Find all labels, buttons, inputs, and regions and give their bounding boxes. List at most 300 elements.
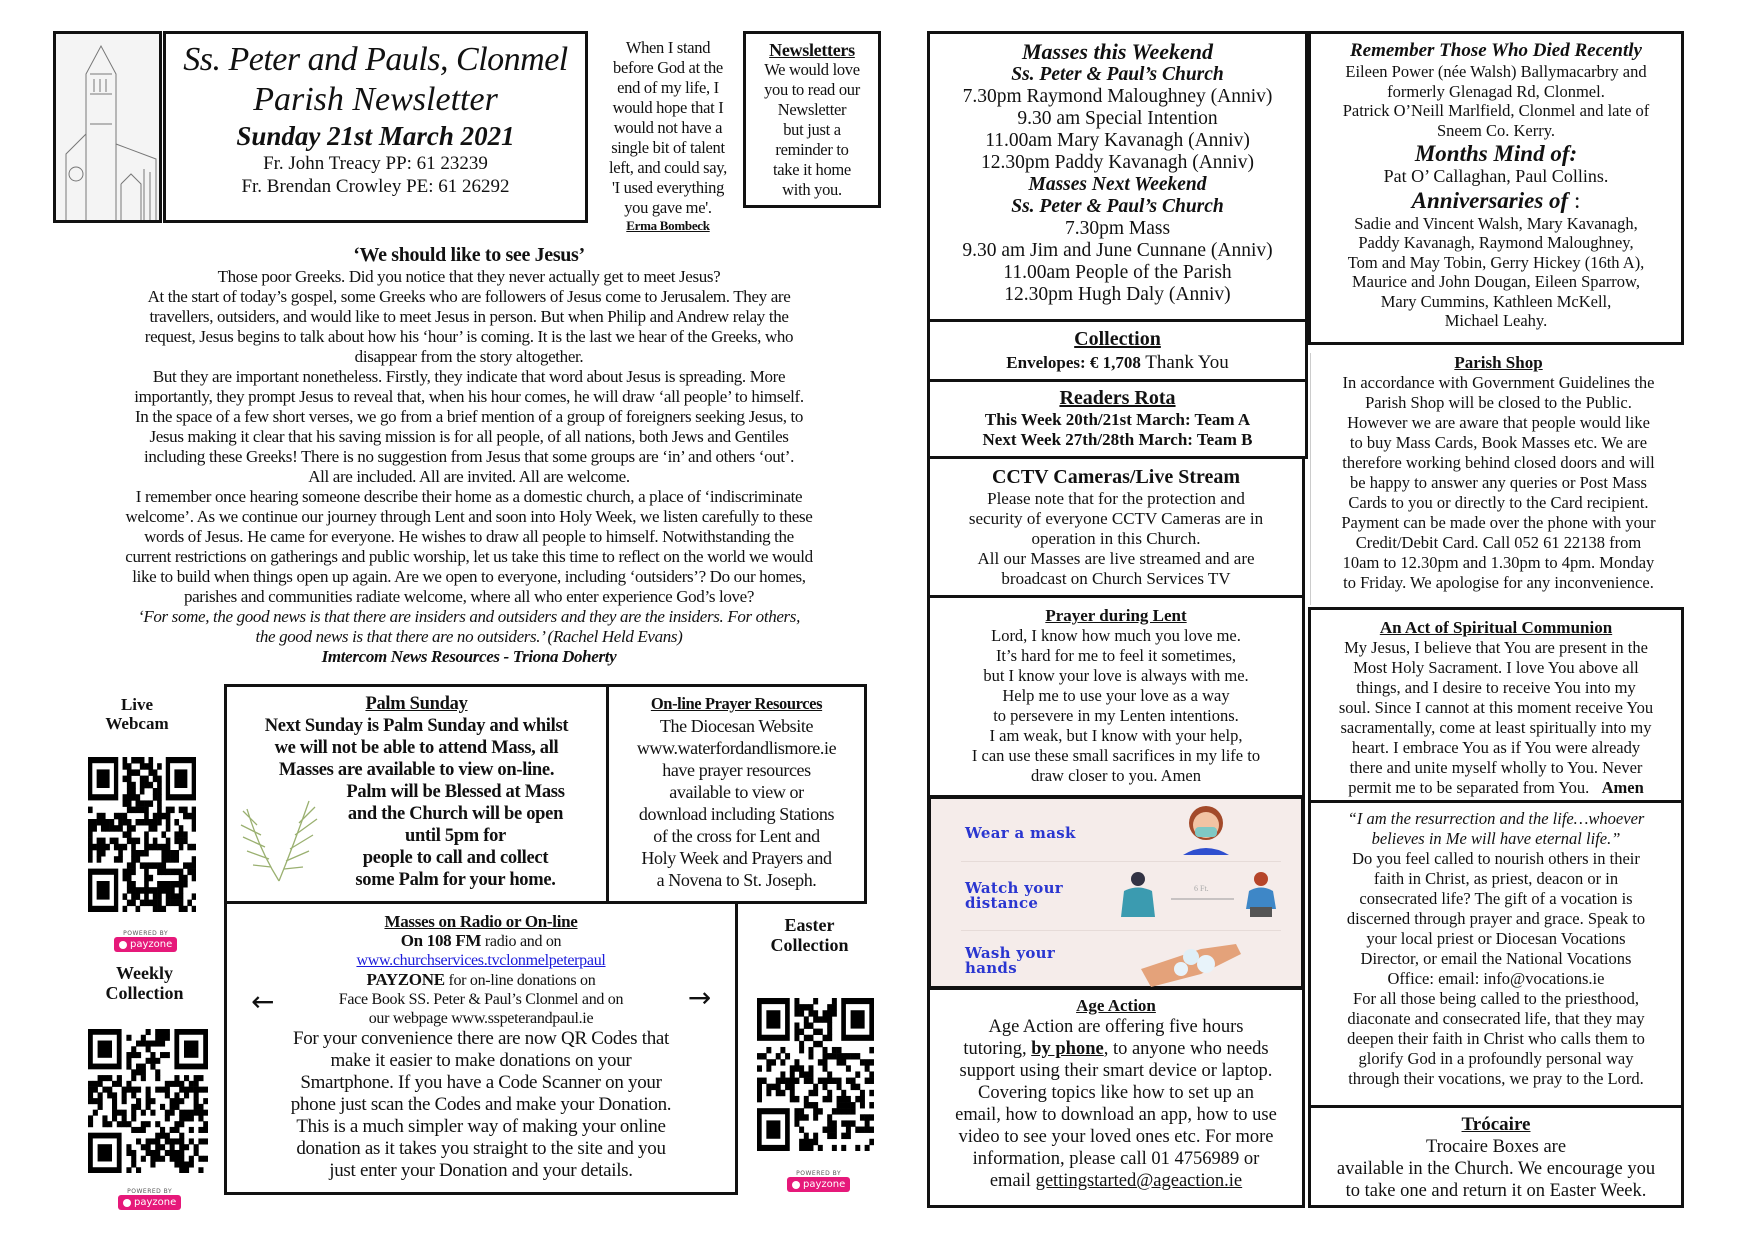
text-line: would not have a <box>613 118 723 137</box>
text-line: This is a much simpler way of making your online <box>296 1116 666 1137</box>
qr-module <box>136 794 141 801</box>
qr-module <box>187 813 192 820</box>
qr-module <box>148 887 153 894</box>
qr-module <box>161 862 166 869</box>
qr-module <box>98 1104 103 1110</box>
qr-module <box>179 831 184 838</box>
qr-module <box>808 1145 813 1151</box>
qr-module <box>150 1052 155 1058</box>
text-line: Wash your <box>965 944 1056 962</box>
text-block <box>339 990 623 1028</box>
qr-module <box>851 1078 856 1084</box>
qr-module <box>93 1081 98 1087</box>
qr-module <box>141 1075 146 1081</box>
text-line: have prayer resources <box>662 760 811 780</box>
qr-module <box>183 875 188 882</box>
age-action-email-link[interactable]: gettingstarted@ageaction.ie <box>1035 1171 1243 1191</box>
qr-module <box>846 1102 851 1108</box>
text-line: single bit of talent <box>611 138 725 157</box>
qr-module <box>136 819 141 826</box>
qr-module <box>131 838 136 845</box>
qr-module <box>869 1090 874 1096</box>
qr-module <box>166 807 171 814</box>
label-line: Webcam <box>105 714 169 733</box>
arrow-right-icon: → <box>687 981 711 1014</box>
text-line: would hope that I <box>612 98 724 117</box>
qr-module <box>153 844 158 851</box>
qr-module <box>192 856 196 863</box>
qr-module <box>157 906 162 912</box>
qr-module <box>123 794 128 801</box>
qr-module <box>155 1138 160 1144</box>
qr-module <box>170 1138 175 1144</box>
text-line: travellers, outsiders, and would like to meet Jesus in person. But when Philip and Andrew relay the <box>149 307 789 326</box>
qr-module <box>841 1102 846 1108</box>
qr-module <box>148 875 153 882</box>
text-line: 12.30pm Hugh Daly (Anniv) <box>1004 284 1231 305</box>
parish-title: Ss. Peter and Pauls, Clonmel <box>183 41 568 78</box>
qr-module <box>160 1144 165 1150</box>
qr-module <box>126 1087 131 1093</box>
qr-module <box>165 1138 170 1144</box>
qr-module <box>827 1022 832 1028</box>
qr-module <box>148 763 153 770</box>
qr-module <box>127 881 132 888</box>
text-line: For all those being called to the priesthood, <box>1353 989 1639 1008</box>
qr-module <box>198 1167 203 1173</box>
qr-module <box>140 900 145 907</box>
text-span: permit me to be separated from You. <box>1348 778 1602 797</box>
qr-module <box>131 1150 136 1156</box>
qr-module <box>88 819 93 826</box>
qr-module <box>832 1133 837 1139</box>
text-line: All are included. All are invited. All are welcome. <box>308 467 630 486</box>
qr-module <box>153 776 158 783</box>
qr-module <box>98 1092 103 1098</box>
qr-module <box>813 998 818 1004</box>
payzone-logo <box>114 930 177 952</box>
qr-module <box>136 1041 141 1047</box>
distance-text <box>965 881 1063 911</box>
qr-module <box>123 776 128 783</box>
qr-module <box>203 1156 208 1162</box>
qr-module <box>131 844 136 851</box>
qr-module <box>865 1127 870 1133</box>
qr-module <box>179 1110 184 1116</box>
readers-rota-title: Readers Rota <box>1059 387 1176 409</box>
qr-module <box>184 1115 189 1121</box>
qr-module <box>157 819 162 826</box>
qr-module <box>818 1145 823 1151</box>
qr-module <box>127 887 132 894</box>
text-line: things, and I desire to receive You into my <box>1356 678 1636 697</box>
qr-module <box>141 1110 146 1116</box>
qr-module <box>123 757 128 764</box>
qr-module <box>153 813 158 820</box>
qr-module <box>136 838 141 845</box>
text-line: hands <box>965 959 1017 977</box>
qr-module <box>837 1047 842 1053</box>
qr-module <box>153 862 158 869</box>
qr-module <box>97 819 102 826</box>
qr-module <box>174 1156 179 1162</box>
qr-module <box>771 1084 776 1090</box>
text-line: Director, or email the National Vocations <box>1360 949 1632 968</box>
colon: : <box>1568 187 1581 213</box>
qr-module <box>131 856 136 863</box>
text-line: before God at the <box>613 58 723 77</box>
newsletter-title: Parish Newsletter <box>253 81 498 118</box>
qr-module <box>194 1104 199 1110</box>
qr-module <box>846 1065 851 1071</box>
qr-module <box>203 1098 208 1104</box>
masses-title: Masses this Weekend <box>1021 39 1214 64</box>
text-line: including these Greeks! There is no suggestion from Jesus that some groups are ‘in’ and others ‘out’. <box>143 447 794 466</box>
qr-module <box>762 1053 767 1059</box>
qr-module <box>818 1108 823 1114</box>
qr-module <box>170 850 175 857</box>
qr-module <box>813 1016 818 1022</box>
qr-module <box>203 1127 208 1133</box>
qr-module <box>174 1121 179 1127</box>
qr-module <box>148 800 153 807</box>
qr-module <box>832 1145 837 1151</box>
text-line: Jesus making it clear that his saving mission is for all people, of all nations, both Jews and Gentiles <box>149 427 789 446</box>
quote-author: Erma Bombeck <box>626 218 710 233</box>
qr-module <box>203 1121 208 1127</box>
qr-module <box>126 1144 131 1150</box>
qr-module <box>131 862 136 869</box>
live-webcam-qr-code[interactable] <box>88 757 196 912</box>
qr-module <box>92 844 97 851</box>
qr-module <box>150 1110 155 1116</box>
vocations-box <box>1308 800 1684 1108</box>
qr-module <box>832 1120 837 1126</box>
qr-module <box>865 1059 870 1065</box>
qr-module <box>832 1127 837 1133</box>
text-line: your local priest or Diocesan Vocations <box>1366 929 1626 948</box>
qr-module <box>170 881 175 888</box>
qr-module <box>155 1133 160 1139</box>
qr-module <box>851 1108 856 1114</box>
qr-module <box>105 844 110 851</box>
text-block <box>969 489 1263 589</box>
qr-module <box>117 1075 122 1081</box>
qr-module <box>140 800 145 807</box>
qr-module <box>105 819 110 826</box>
qr-module <box>166 869 171 876</box>
text-block <box>58 267 880 607</box>
qr-module <box>140 763 145 770</box>
text-line: Trocaire Boxes are <box>1425 1137 1567 1157</box>
qr-module <box>160 1127 165 1133</box>
qr-module <box>150 1041 155 1047</box>
text-line: our webpage www.sspeterandpaul.ie <box>368 1010 594 1027</box>
qr-module <box>112 1092 117 1098</box>
qr-module <box>157 813 162 820</box>
qr-module <box>837 1096 842 1102</box>
qr-module <box>157 763 162 770</box>
qr-module <box>790 1071 795 1077</box>
easter-collection-qr-code[interactable] <box>757 998 874 1151</box>
qr-finder <box>766 1120 780 1138</box>
qr-module <box>837 1102 842 1108</box>
qr-module <box>179 893 184 900</box>
qr-module <box>148 819 153 826</box>
qr-module <box>166 893 171 900</box>
qr-module <box>166 825 171 832</box>
qr-module <box>127 769 132 776</box>
qr-module <box>860 1114 865 1120</box>
qr-module <box>101 850 106 857</box>
text-line: with you. <box>782 180 842 199</box>
qr-module <box>144 807 149 814</box>
cctv-title: CCTV Cameras/Live Stream <box>991 466 1241 488</box>
qr-module <box>157 788 162 795</box>
qr-module <box>157 807 162 814</box>
qr-module <box>837 1059 842 1065</box>
qr-module <box>126 1081 131 1087</box>
qr-module <box>88 1092 93 1098</box>
qr-module <box>88 1098 93 1104</box>
text-line: to take one and return it on Easter Week. <box>1345 1181 1647 1201</box>
qr-module <box>127 831 132 838</box>
qr-module <box>808 1053 813 1059</box>
qr-module <box>118 844 123 851</box>
qr-module <box>780 1090 785 1096</box>
qr-module <box>144 881 149 888</box>
qr-module <box>136 850 141 857</box>
qr-module <box>112 1115 117 1121</box>
qr-module <box>780 1047 785 1053</box>
text-line: Mary Cummins, Kathleen McKell, <box>1380 291 1612 311</box>
qr-module <box>827 1004 832 1010</box>
easter-collection-label <box>752 915 867 955</box>
qr-module <box>144 893 149 900</box>
qr-module <box>88 1081 93 1087</box>
qr-module <box>114 838 119 845</box>
qr-module <box>813 1108 818 1114</box>
qr-module <box>194 1092 199 1098</box>
text-line: 11.00am People of the Parish <box>1003 262 1232 283</box>
qr-module <box>160 1029 165 1035</box>
age-action-title: Age Action <box>1076 996 1156 1015</box>
qr-module <box>184 1144 189 1150</box>
qr-module <box>140 819 145 826</box>
qr-module <box>837 1084 842 1090</box>
text-line: At the start of today’s gospel, some Greeks who are followers of Jesus come to Jerusalem. They are <box>147 287 791 306</box>
qr-module <box>148 844 153 851</box>
qr-module <box>790 1078 795 1084</box>
text-block <box>319 781 606 891</box>
text-line: Sadie and Vincent Walsh, Mary Kavanagh, <box>1354 213 1638 233</box>
qr-module <box>869 1047 874 1053</box>
label-line: Weekly <box>116 963 173 983</box>
qr-module <box>184 1092 189 1098</box>
qr-finder <box>184 1041 198 1058</box>
text-line: available in the Church. We encourage you <box>1336 1159 1656 1179</box>
qr-module <box>869 1114 874 1120</box>
qr-module <box>127 900 132 907</box>
qr-module <box>114 825 119 832</box>
qr-module <box>794 1059 799 1065</box>
text-line: The Diocesan Website <box>659 716 814 736</box>
qr-module <box>157 869 162 876</box>
qr-module <box>174 893 179 900</box>
qr-module <box>179 869 184 876</box>
text-line: Tom and May Tobin, Gerry Hickey (16th A), <box>1347 252 1645 272</box>
qr-module <box>179 1121 184 1127</box>
qr-module <box>804 1071 809 1077</box>
qr-module <box>183 831 188 838</box>
qr-module <box>194 1087 199 1093</box>
text-line: to buy Mass Cards, Book Masses etc. We are <box>1349 433 1648 452</box>
qr-module <box>179 1150 184 1156</box>
qr-module <box>174 838 179 845</box>
text-line: Newsletter <box>777 100 847 119</box>
qr-module <box>141 1121 146 1127</box>
qr-module <box>187 844 192 851</box>
qr-module <box>837 1053 842 1059</box>
qr-module <box>823 1084 828 1090</box>
qr-finder <box>98 1041 112 1058</box>
qr-module <box>799 1047 804 1053</box>
qr-module <box>97 813 102 820</box>
church-sketch-icon <box>56 34 159 220</box>
qr-module <box>813 1090 818 1096</box>
qr-module <box>804 1016 809 1022</box>
qr-module <box>827 1016 832 1022</box>
text-block <box>1348 809 1645 849</box>
qr-module <box>194 1098 199 1104</box>
qr-module <box>174 856 179 863</box>
text-span: email <box>989 1171 1036 1191</box>
palm-sunday-box <box>224 684 609 904</box>
qr-module <box>155 1069 160 1075</box>
qr-module <box>799 1065 804 1071</box>
qr-module <box>165 1035 170 1041</box>
qr-module <box>118 850 123 857</box>
qr-module <box>161 831 166 838</box>
text-line: left, and could say, <box>608 158 728 177</box>
collection-box <box>927 319 1308 382</box>
qr-module <box>166 819 171 826</box>
qr-module <box>114 856 119 863</box>
prayer-lent-box <box>927 595 1305 798</box>
qr-module <box>161 887 166 894</box>
qr-module <box>161 856 166 863</box>
masses-box <box>927 31 1308 322</box>
qr-module <box>114 813 119 820</box>
qr-module <box>107 1075 112 1081</box>
qr-finder <box>98 1144 112 1161</box>
qr-module <box>155 1075 160 1081</box>
text-line: www.waterfordandlismore.ie <box>636 738 837 758</box>
text-line: Credit/Debit Card. Call 052 61 22138 from <box>1355 533 1642 552</box>
qr-module <box>88 1115 93 1121</box>
qr-module <box>110 825 115 832</box>
weekly-collection-label <box>92 963 197 1003</box>
text-line: reminder to <box>775 140 849 159</box>
text-line: When I stand <box>625 38 711 57</box>
qr-module <box>107 1121 112 1127</box>
text-line: current restrictions on gatherings and public worship, let us take this time to reflect on the world we would <box>125 547 813 566</box>
qr-module <box>166 850 171 857</box>
qr-module <box>192 875 196 882</box>
qr-module <box>183 881 188 888</box>
text-line: support using their smart device or laptop. <box>959 1061 1273 1081</box>
text-line: Face Book SS. Peter & Paul’s Clonmel and on <box>338 991 624 1008</box>
qr-module <box>136 1064 141 1070</box>
text-line: there and unite myself wholly to You. Never <box>1349 758 1643 777</box>
qr-module <box>153 825 158 832</box>
text-line: phone just scan the Codes and make your Donation. <box>290 1094 672 1115</box>
qr-module <box>799 1114 804 1120</box>
qr-module <box>189 1161 194 1167</box>
text-line: glorify God in a profoundly personal way <box>1358 1049 1634 1068</box>
qr-module <box>131 1161 136 1167</box>
qr-module <box>131 1127 136 1133</box>
text-block <box>764 60 860 200</box>
qr-module <box>127 825 132 832</box>
qr-module <box>855 1071 860 1077</box>
qr-module <box>823 1035 828 1041</box>
text-line: but I know your love is always with me. <box>983 666 1249 685</box>
qr-module <box>832 998 837 1004</box>
text-line: soul. Since I cannot at this moment receive You <box>1338 698 1654 717</box>
qr-module <box>117 1081 122 1087</box>
text-line: 9.30 am Jim and June Cunnane (Anniv) <box>962 240 1273 261</box>
radio-title: Masses on Radio or On-line <box>384 912 578 931</box>
text-line: Covering topics like how to set up an <box>978 1083 1254 1103</box>
qr-module <box>203 1087 208 1093</box>
qr-module <box>140 862 145 869</box>
woman-mask-icon <box>1171 803 1241 858</box>
church-image <box>53 31 162 223</box>
qr-module <box>131 1087 136 1093</box>
qr-module <box>123 813 128 820</box>
qr-module <box>144 838 149 845</box>
text-line: and the Church will be open <box>347 804 564 824</box>
qr-module <box>88 831 93 838</box>
by-phone-text: by phone <box>1031 1039 1104 1059</box>
text-block <box>265 715 569 781</box>
text-block <box>963 86 1273 174</box>
qr-module <box>153 893 158 900</box>
text-line: I remember once hearing someone describe their home as a domestic church, a place of ‘indiscriminate <box>135 487 803 506</box>
qr-module <box>794 1010 799 1016</box>
qr-module <box>105 825 110 832</box>
text-line: Maurice and John Dougan, Eileen Sparrow, <box>1351 272 1641 291</box>
qr-module <box>198 1138 203 1144</box>
article-credit: Imtercom News Resources - Triona Doherty <box>321 647 617 666</box>
qr-module <box>183 838 188 845</box>
qr-module <box>131 887 136 894</box>
text-line: In the space of a few short verses, we go from a brief mention of a group of foreigners seeking Jesus, to <box>134 407 804 426</box>
masses-church: Ss. Peter & Paul’s Church <box>1011 64 1224 85</box>
qr-module <box>166 887 171 894</box>
qr-module <box>118 819 123 826</box>
weekly-collection-qr-code[interactable] <box>88 1029 208 1173</box>
church-services-link[interactable]: www.churchservices.tvclonmelpeterpaul <box>356 952 606 969</box>
qr-module <box>165 1150 170 1156</box>
qr-module <box>855 1053 860 1059</box>
qr-module <box>126 1052 131 1058</box>
newsletters-box <box>743 31 881 208</box>
qr-module <box>107 1092 112 1098</box>
qr-module <box>841 1145 846 1151</box>
qr-module <box>144 844 149 851</box>
